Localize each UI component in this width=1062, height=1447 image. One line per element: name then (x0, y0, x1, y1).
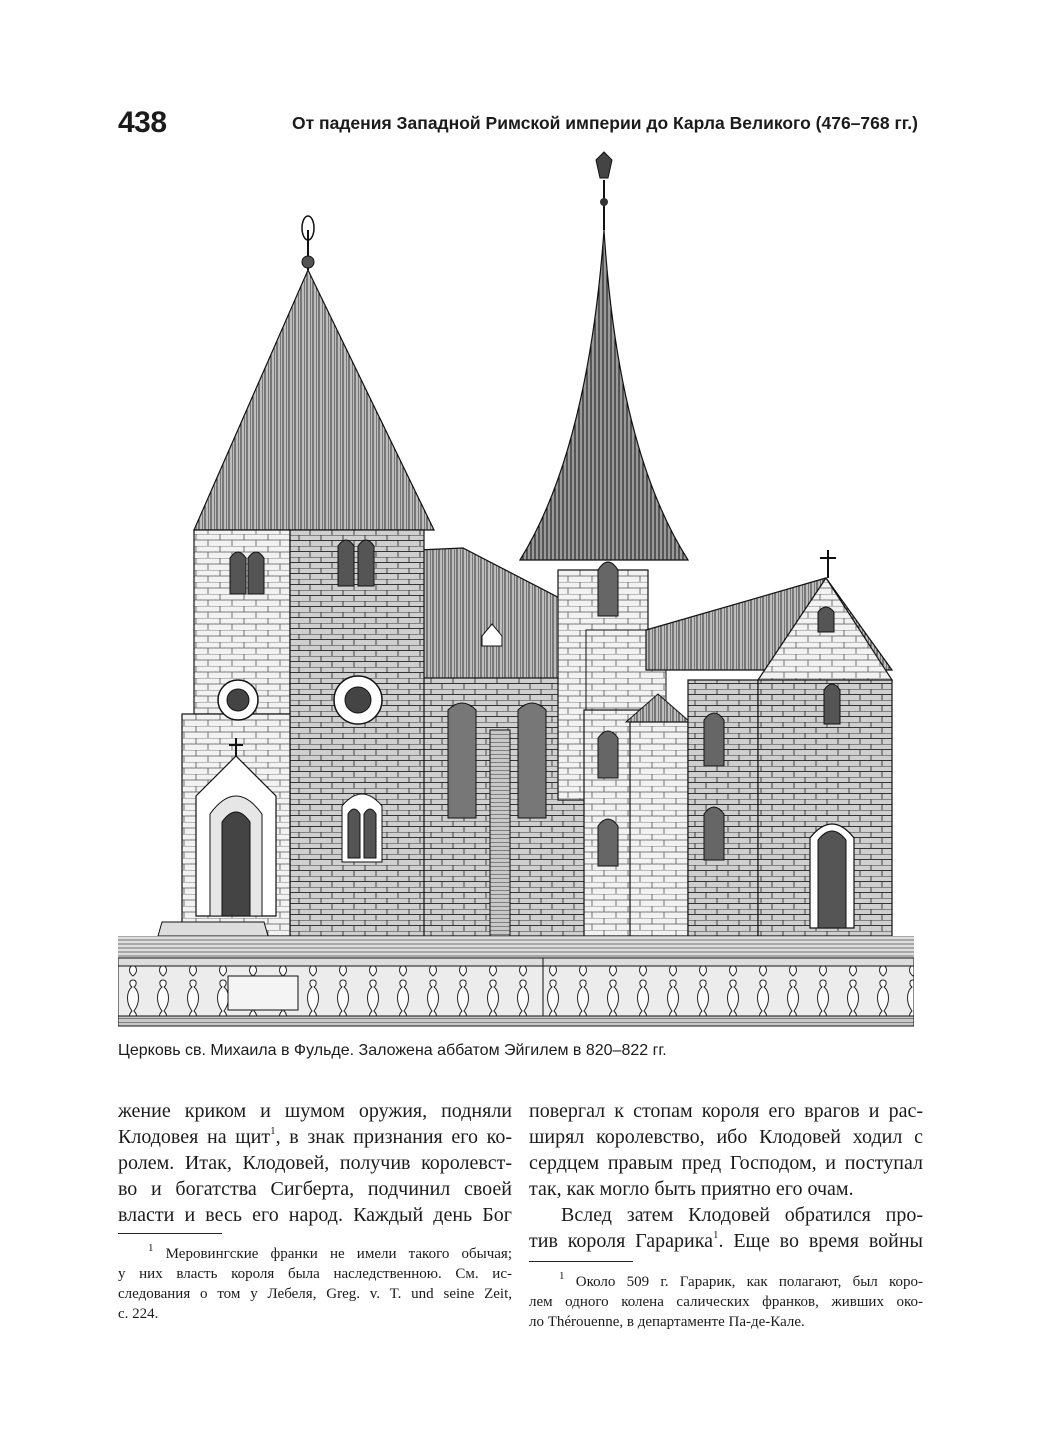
text-line: ширял королевство, ибо Клодовей ходил с (529, 1126, 923, 1148)
text-line: во и богатства Сигберта, подчинил своей (118, 1178, 512, 1200)
footnote-line: лем одного колена салических франков, живших око- (529, 1294, 923, 1310)
footnote-right (529, 1272, 923, 1332)
footnote-left (118, 1244, 512, 1324)
footnote-rule (529, 1261, 633, 1262)
text-line: так, как могло быть приятно его очам. (529, 1178, 854, 1200)
text-line: тив короля Гарарика$^1$. Еще во время войны (529, 1229, 923, 1252)
footnote-marker: 1 (148, 1242, 154, 1254)
footnote-line: Меровингские франки не имели такого обычая; (165, 1246, 512, 1262)
text-line: сердцем правым пред Господом, и поступал (529, 1152, 923, 1174)
text-line: повергал к стопам короля его врагов и рас- (529, 1100, 923, 1122)
footnote-rule (118, 1233, 222, 1234)
footnote-line: ло Thérouenne, в департаменте Па-де-Кале. (529, 1314, 805, 1330)
text-line: жение криком и шумом оружия, подняли (118, 1100, 512, 1122)
church-illustration (118, 150, 914, 1032)
footnote-line: у них власть короля была наследственною. См. ис- (118, 1266, 512, 1282)
left-column (118, 1098, 512, 1228)
running-title: От падения Западной Римской империи до Карла Великого (476–768 гг.) (291, 113, 918, 133)
footnote-marker: 1 (559, 1270, 565, 1282)
footnote-reference: 1 (270, 1125, 276, 1138)
footnote-reference: 1 (713, 1229, 719, 1242)
figure-caption: Церковь св. Михаила в Фульде. Заложена аббатом Эйгилем в 820–822 гг. (118, 1042, 667, 1059)
footnote-line: Около 509 г. Гарарик, как полагают, был коро- (575, 1274, 924, 1290)
text-line: Клодовея на щит$^1$, в знак признания его ко- (118, 1125, 513, 1148)
page-number: 438 (118, 106, 167, 139)
right-column (529, 1098, 923, 1254)
footnote-line: с. 224. (118, 1306, 159, 1322)
text-line: Вслед затем Клодовей обратился про- (561, 1204, 923, 1226)
footnote-line: следования о том у Лебеля, Greg. v. T. und seine Zeit, (118, 1286, 512, 1302)
text-line: власти и весь его народ. Каждый день Бог (118, 1204, 512, 1226)
text-line: ролем. Итак, Клодовей, получив королевст- (118, 1152, 512, 1174)
